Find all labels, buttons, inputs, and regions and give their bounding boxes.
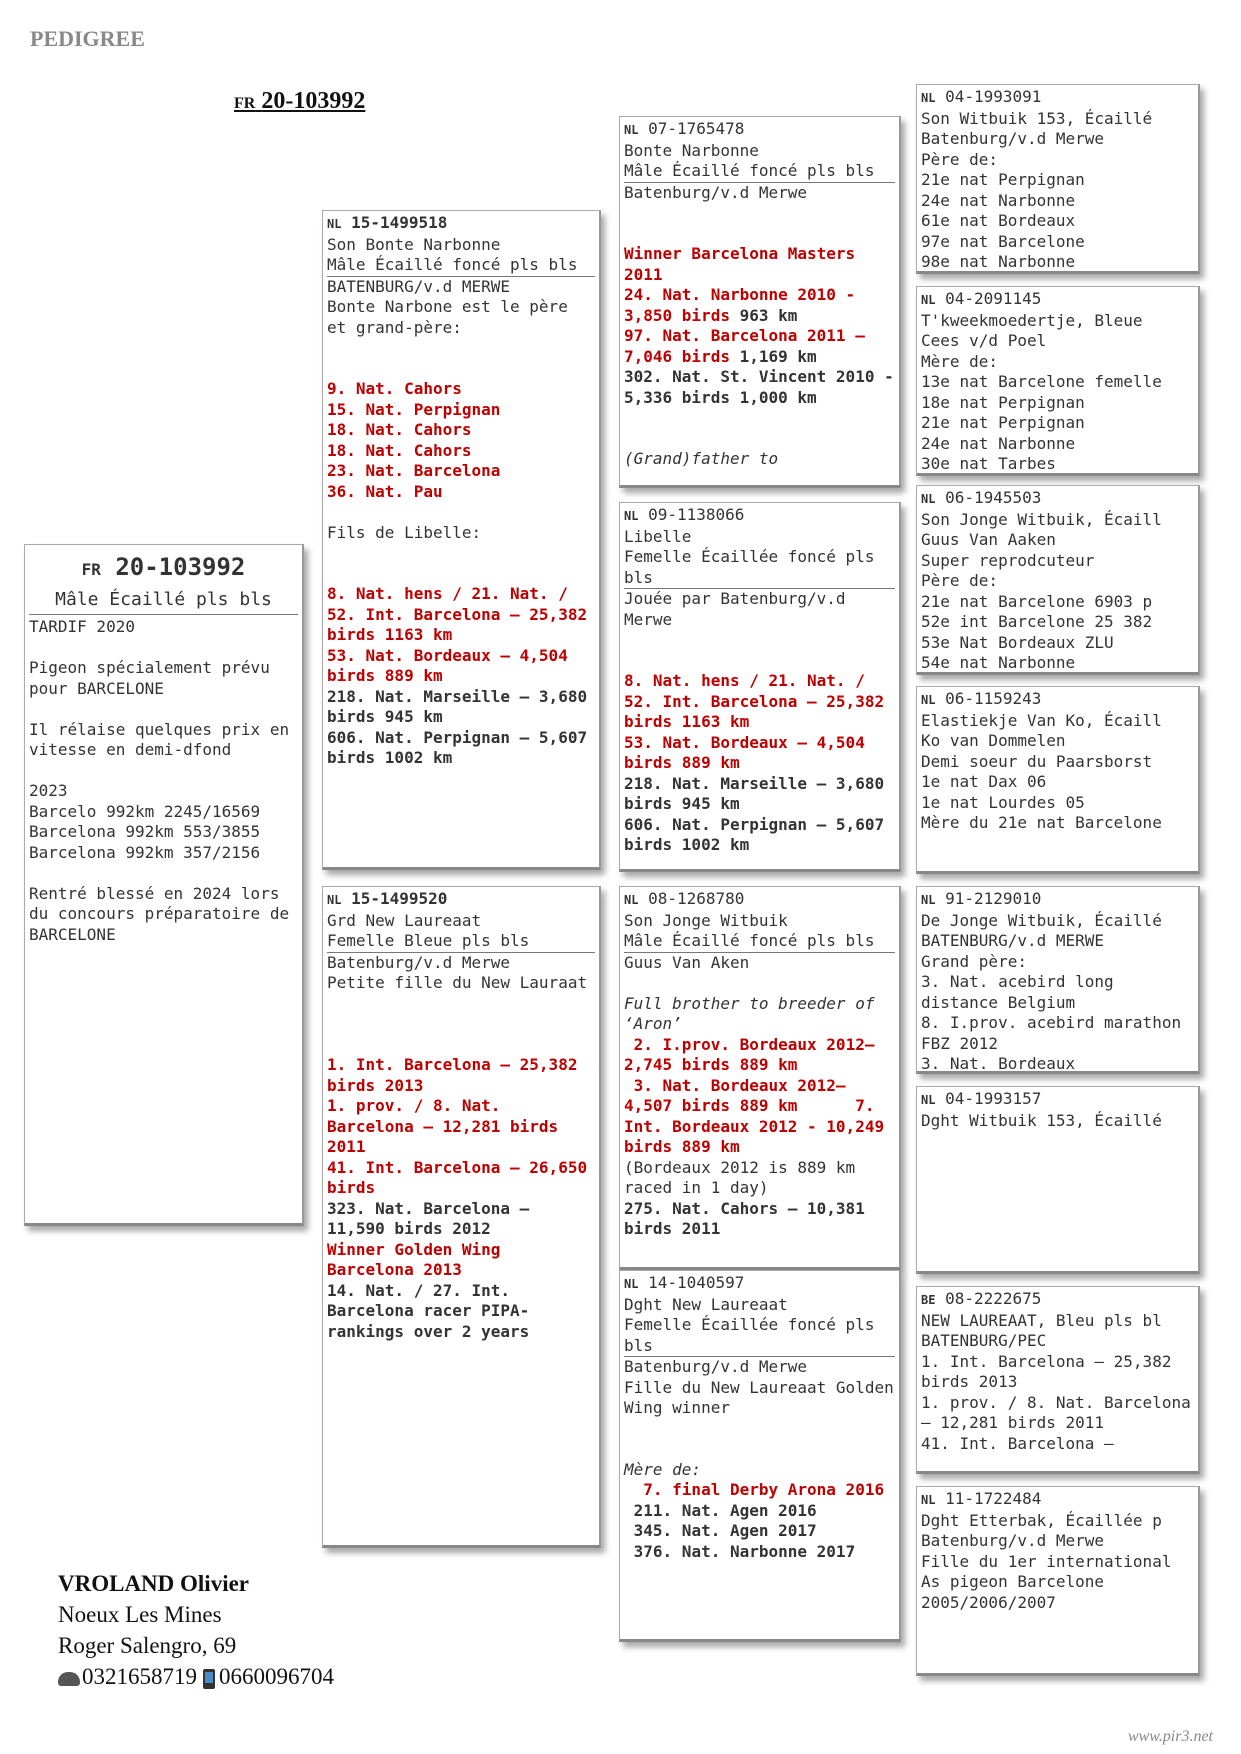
pedigree-line: 7. final Derby Arona 2016 xyxy=(624,1480,885,1499)
line-gap xyxy=(327,543,595,564)
pedigree-line: 218. Nat. Marseille – 3,680 birds 945 km xyxy=(327,686,597,726)
pedigree-line: 41. Int. Barcelona – xyxy=(921,1433,1114,1453)
pedigree-line: Mâle Écaillé foncé pls bls xyxy=(327,255,595,277)
pedigree-line: Guus Van Aken xyxy=(624,952,750,972)
pedigree-line: Libelle xyxy=(624,526,692,546)
line-gap xyxy=(327,564,595,585)
pedigree-line: Demi soeur du Paarsborst xyxy=(921,751,1153,771)
dam-sire-ring: NL 08-1268780 xyxy=(624,889,745,908)
telephone-icon xyxy=(58,1672,80,1686)
line-gap xyxy=(29,638,298,659)
pedigree-line: Batenburg/v.d Merwe xyxy=(327,952,511,972)
pedigree-line: 53. Nat. Bordeaux – 4,504 birds 889 km xyxy=(327,645,578,685)
pedigree-line: 606. Nat. Perpignan – 5,607 birds 1002 km xyxy=(624,814,894,854)
pedigree-line: 13e nat Barcelone femelle xyxy=(921,372,1162,391)
owner-street: Roger Salengro, 69 xyxy=(58,1633,237,1658)
pedigree-line: 211. Nat. Agen 2016 xyxy=(624,1500,817,1520)
owner-city: Noeux Les Mines xyxy=(58,1602,222,1627)
pedigree-line: Grand père: xyxy=(921,951,1027,971)
pedigree-line: Femelle Écaillée foncé pls bls xyxy=(624,1315,895,1357)
pedigree-line: BATENBURG/v.d MERWE xyxy=(921,931,1105,950)
subject-ring: FR 20-103992 xyxy=(81,553,246,581)
pedigree-line: Mère de: xyxy=(624,1459,702,1479)
pedigree-line: Batenburg/v.d Merwe xyxy=(921,1531,1105,1550)
pedigree-line: Bonte Narbonne xyxy=(624,140,759,160)
line-gap xyxy=(29,863,298,884)
pedigree-line: 24. Nat. Narbonne 2010 - 3,850 birds 963 km xyxy=(624,285,865,325)
sire-sire-ring: NL 07-1765478 xyxy=(624,119,745,138)
pedigree-line: Batenburg/v.d Merwe xyxy=(624,182,808,202)
pedigree-line: 53. Nat. Bordeaux – 4,504 birds 889 km xyxy=(624,732,875,772)
pedigree-line: Barcelo 992km 2245/16569 xyxy=(29,801,261,821)
pedigree-line: 2023 xyxy=(29,781,68,800)
pedigree-line: Jouée par Batenburg/v.d Merwe xyxy=(624,589,856,629)
pedigree-line: 53e Nat Bordeaux ZLU xyxy=(921,632,1114,652)
dam-dam-box xyxy=(619,1270,904,1642)
pedigree-line: Fils de Libelle: xyxy=(327,522,482,542)
line-gap xyxy=(327,1014,595,1035)
pedigree-line: 2005/2006/2007 xyxy=(921,1592,1056,1612)
line-gap xyxy=(29,699,298,720)
pedigree-line: Mâle Écaillé foncé pls bls xyxy=(624,161,895,183)
pedigree-line: 3. Nat. acebird long distance Belgium xyxy=(921,972,1124,1012)
pedigree-line: 61e nat Bordeaux xyxy=(921,211,1076,230)
pedigree-line: Pigeon spécialement prévu pour BARCELONE xyxy=(29,658,280,698)
pedigree-line: (Grand)father to xyxy=(624,449,779,468)
pedigree-line: 2. I.prov. Bordeaux 2012– 2,745 birds 889 km xyxy=(624,1034,885,1074)
pedigree-line: 606. Nat. Perpignan – 5,607 birds 1002 km xyxy=(327,727,597,767)
pedigree-line: BATENBURG/PEC xyxy=(921,1331,1047,1350)
pedigree-line: 54e nat Narbonne xyxy=(921,653,1076,672)
page-title: PEDIGREE xyxy=(30,26,145,51)
pedigree-line: 323. Nat. Barcelona – 11,590 birds 2012 xyxy=(327,1198,539,1238)
pedigree-line: Il rélaise quelques prix en vitesse en demi-dfond xyxy=(29,719,299,759)
pedigree-line: 18. Nat. Cahors xyxy=(327,440,472,460)
pedigree-line: 52e int Barcelone 25 382 xyxy=(921,612,1153,631)
pedigree-line: 8. I.prov. acebird marathon FBZ 2012 xyxy=(921,1013,1191,1053)
pedigree-line: 302. Nat. St. Vincent 2010 - 5,336 birds 1,000 km xyxy=(624,367,904,407)
dam-sire-box xyxy=(619,886,901,1270)
pedigree-line: Batenburg/v.d Merwe xyxy=(624,1357,808,1376)
line-gap xyxy=(29,761,298,782)
pedigree-line: 275. Nat. Cahors – 10,381 birds 2011 xyxy=(624,1198,875,1238)
pedigree-line: 97. Nat. Barcelona 2011 – 7,046 birds 1,169 km xyxy=(624,326,875,366)
subject-box xyxy=(24,544,304,1226)
dam-box xyxy=(322,886,601,1548)
line-gap xyxy=(624,1439,895,1460)
pedigree-line: 18e nat Perpignan xyxy=(921,392,1085,412)
pedigree-line: 24e nat Narbonne xyxy=(921,433,1076,453)
owner-mobile[interactable]: 0660096704 xyxy=(219,1664,334,1689)
pedigree-line: Ko van Dommelen xyxy=(921,731,1066,750)
pedigree-line: 345. Nat. Agen 2017 xyxy=(624,1521,817,1540)
pedigree-line: 98e nat Narbonne xyxy=(921,252,1076,271)
sire-ring: NL 15-1499518 xyxy=(327,213,448,232)
line-gap xyxy=(327,994,595,1015)
line-gap xyxy=(624,1419,895,1440)
pedigree-line: Dght Etterbak, Écaillée p xyxy=(921,1510,1162,1530)
pedigree-line: Guus Van Aaken xyxy=(921,530,1056,549)
ancestor-box-7: BE 08-2222675 NEW LAUREAAT, Bleu pls bl BATENBURG/PEC 1. Int. Barcelona – 25,382 birds 2013 1. prov. / 8. Nat. Barcelona – 12,281 birds 2011 41. Int. Barcelona – xyxy=(916,1286,1200,1474)
line-gap xyxy=(327,338,595,359)
pedigree-line: NEW LAUREAAT, Bleu pls bl xyxy=(921,1310,1162,1330)
pedigree-line: Fille du 1er international xyxy=(921,1551,1172,1571)
pedigree-line: (Bordeaux 2012 is 889 km raced in 1 day) xyxy=(624,1157,865,1197)
ancestor-box-4: NL 06-1159243 Elastiekje Van Ko, Écaill Ko van Dommelen Demi soeur du Paarsborst 1e nat Dax 06 1e nat Lourdes 05 Mère du 21e nat Barcelone xyxy=(916,686,1200,874)
pedigree-line: 41. Int. Barcelona – 26,650 birds xyxy=(327,1157,597,1197)
line-gap xyxy=(624,408,895,429)
pedigree-line: 8. Nat. hens / 21. Nat. / 52. Int. Barcelona – 25,382 birds 1163 km xyxy=(624,671,894,731)
owner-phone[interactable]: 0321658719 xyxy=(82,1664,197,1689)
owner-phones xyxy=(58,1661,334,1692)
pedigree-line: Super reprodcuteur xyxy=(921,550,1095,570)
pedigree-line: Père de: xyxy=(921,149,999,169)
pedigree-line: Son Jonge Witbuik xyxy=(624,910,788,930)
line-gap xyxy=(624,630,895,651)
dam-dam-ring: NL 14-1040597 xyxy=(624,1273,745,1292)
line-gap xyxy=(327,1035,595,1056)
pedigree-line: Grd New Laureaat xyxy=(327,910,482,930)
pedigree-line: 8. Nat. hens / 21. Nat. / 52. Int. Barcelona – 25,382 birds 1163 km xyxy=(327,584,597,644)
line-gap xyxy=(624,429,895,450)
pedigree-line: 3. Nat. Bordeaux 2012– 4,507 birds 889 km 7. Int. Bordeaux 2012 - 10,249 birds 889 km xyxy=(624,1075,894,1156)
pedigree-line: Cees v/d Poel xyxy=(921,331,1047,350)
line-gap xyxy=(624,973,895,994)
pedigree-line: 1e nat Lourdes 05 xyxy=(921,792,1085,812)
pedigree-line: As pigeon Barcelone xyxy=(921,1572,1105,1591)
pedigree-line: 1e nat Dax 06 xyxy=(921,772,1047,791)
sire-dam-ring: NL 09-1138066 xyxy=(624,505,745,524)
sire-dam-box xyxy=(619,502,901,872)
pedigree-line: 14. Nat. / 27. Int. Barcelona racer PIPA-rankings over 2 years xyxy=(327,1280,530,1341)
pedigree-line: Femelle Écaillée foncé pls bls xyxy=(624,547,895,589)
pedigree-line: 21e nat Barcelone 6903 p xyxy=(921,591,1153,611)
pedigree-line: Son Jonge Witbuik, Écaill xyxy=(921,509,1162,529)
pedigree-line: 1. prov. / 8. Nat. Barcelona – 12,281 birds 2011 xyxy=(921,1392,1201,1432)
pedigree-line: Winner Golden Wing Barcelona 2013 xyxy=(327,1239,511,1279)
pedigree-line: 15. Nat. Perpignan xyxy=(327,399,501,419)
line-gap xyxy=(624,224,895,245)
ancestor-box-1: NL 04-1993091 Son Witbuik 153, Écaillé Batenburg/v.d Merwe Père de: 21e nat Perpignan 24e nat Narbonne 61e nat Bordeaux 97e nat Barcelone 98e nat Narbonne xyxy=(916,84,1200,274)
sire-box xyxy=(322,210,601,870)
pedigree-line: 3. Nat. Bordeaux xyxy=(921,1054,1076,1073)
ancestor-box-2: NL 04-2091145 T'kweekmoedertje, Bleue Cees v/d Poel Mère de: 13e nat Barcelone femelle 18e nat Perpignan 21e nat Perpignan 24e nat Narbonne 30e nat Tarbes xyxy=(916,286,1200,476)
pedigree-line: Batenburg/v.d Merwe xyxy=(921,129,1105,148)
pedigree-line: 376. Nat. Narbonne 2017 xyxy=(624,1541,856,1561)
pedigree-line: Mâle Écaillé foncé pls bls xyxy=(624,931,895,953)
pedigree-line: Son Witbuik 153, Écaillé xyxy=(921,108,1153,128)
line-gap xyxy=(624,203,895,224)
pedigree-line: Full brother to breeder of ‘Aron’ xyxy=(624,993,885,1033)
pedigree-line: 1. prov. / 8. Nat. Barcelona – 12,281 birds 2011 xyxy=(327,1096,568,1156)
ancestor-box-6: NL 04-1993157 Dght Witbuik 153, Écaillé xyxy=(916,1086,1200,1274)
pedigree-line: T'kweekmoedertje, Bleue xyxy=(921,310,1143,330)
pedigree-line: 23. Nat. Barcelona xyxy=(327,461,501,480)
pedigree-line: Femelle Bleue pls bls xyxy=(327,931,595,953)
pedigree-line: Mère de: xyxy=(921,351,999,371)
pedigree-line: 9. Nat. Cahors xyxy=(327,379,462,398)
ancestor-box-8: NL 11-1722484 Dght Etterbak, Écaillée p Batenburg/v.d Merwe Fille du 1er international As pigeon Barcelone 2005/2006/2007 xyxy=(916,1486,1200,1676)
line-gap xyxy=(327,502,595,523)
pedigree-line: 21e nat Perpignan xyxy=(921,413,1085,432)
pedigree-line: Bonte Narbone est le père et grand-père: xyxy=(327,297,578,337)
ring-heading: FR 20-103992 xyxy=(234,88,366,114)
pedigree-line: 218. Nat. Marseille – 3,680 birds 945 km xyxy=(624,773,894,813)
pedigree-line: 1. Int. Barcelona – 25,382 birds 2013 xyxy=(921,1351,1182,1391)
pedigree-line: 97e nat Barcelone xyxy=(921,231,1085,251)
sire-sire-box xyxy=(619,116,904,488)
pedigree-line: Barcelona 992km 553/3855 xyxy=(29,822,261,841)
pedigree-line: Elastiekje Van Ko, Écaill xyxy=(921,710,1162,730)
pedigree-line: Père de: xyxy=(921,571,999,590)
pedigree-line: 24e nat Narbonne xyxy=(921,190,1076,210)
pedigree-line: Dght New Laureaat xyxy=(624,1294,788,1314)
footer-link[interactable]: www.pir3.net xyxy=(1127,1728,1213,1745)
pedigree-line: Dght Witbuik 153, Écaillé xyxy=(921,1110,1162,1130)
pedigree-line: Petite fille du New Lauraat xyxy=(327,973,588,992)
line-gap xyxy=(327,359,595,380)
pedigree-line: 18. Nat. Cahors xyxy=(327,420,472,439)
pedigree-line: Rentré blessé en 2024 lors du concours préparatoire de BARCELONE xyxy=(29,883,299,944)
pedigree-line: Fille du New Laureaat Golden Wing winner xyxy=(624,1377,904,1417)
pedigree-line: Barcelona 992km 357/2156 xyxy=(29,842,261,862)
ancestor-box-3: NL 06-1945503 Son Jonge Witbuik, Écaill Guus Van Aaken Super reprodcuteur Père de: 21e nat Barcelone 6903 p 52e int Barcelone 25 382 53e Nat Bordeaux ZLU 54e nat Narbonne xyxy=(916,485,1200,675)
pedigree-line: 21e nat Perpignan xyxy=(921,170,1085,189)
pedigree-line: BATENBURG/v.d MERWE xyxy=(327,276,511,296)
ancestor-box-5: NL 91-2129010 De Jonge Witbuik, Écaillé BATENBURG/v.d MERWE Grand père: 3. Nat. acebird long distance Belgium 8. I.prov. acebird marathon FBZ 2012 3. Nat. Bordeaux xyxy=(916,886,1200,1074)
owner-block xyxy=(58,1568,334,1692)
subject-sex: Mâle Écaillé pls bls xyxy=(29,586,298,615)
pedigree-line: Son Bonte Narbonne xyxy=(327,234,501,254)
pedigree-line: 1. Int. Barcelona – 25,382 birds 2013 xyxy=(327,1055,588,1095)
line-gap xyxy=(624,651,895,672)
pedigree-line: Mère du 21e nat Barcelone xyxy=(921,813,1162,832)
pedigree-line: Winner Barcelona Masters 2011 xyxy=(624,244,865,284)
owner-name: VROLAND Olivier xyxy=(58,1571,250,1596)
pedigree-line: TARDIF 2020 xyxy=(29,617,135,636)
mobile-phone-icon xyxy=(203,1669,215,1689)
pedigree-line: 30e nat Tarbes xyxy=(921,454,1056,473)
pedigree-line: De Jonge Witbuik, Écaillé xyxy=(921,910,1162,930)
pedigree-line: 36. Nat. Pau xyxy=(327,481,443,501)
dam-ring: NL 15-1499520 xyxy=(327,889,448,908)
